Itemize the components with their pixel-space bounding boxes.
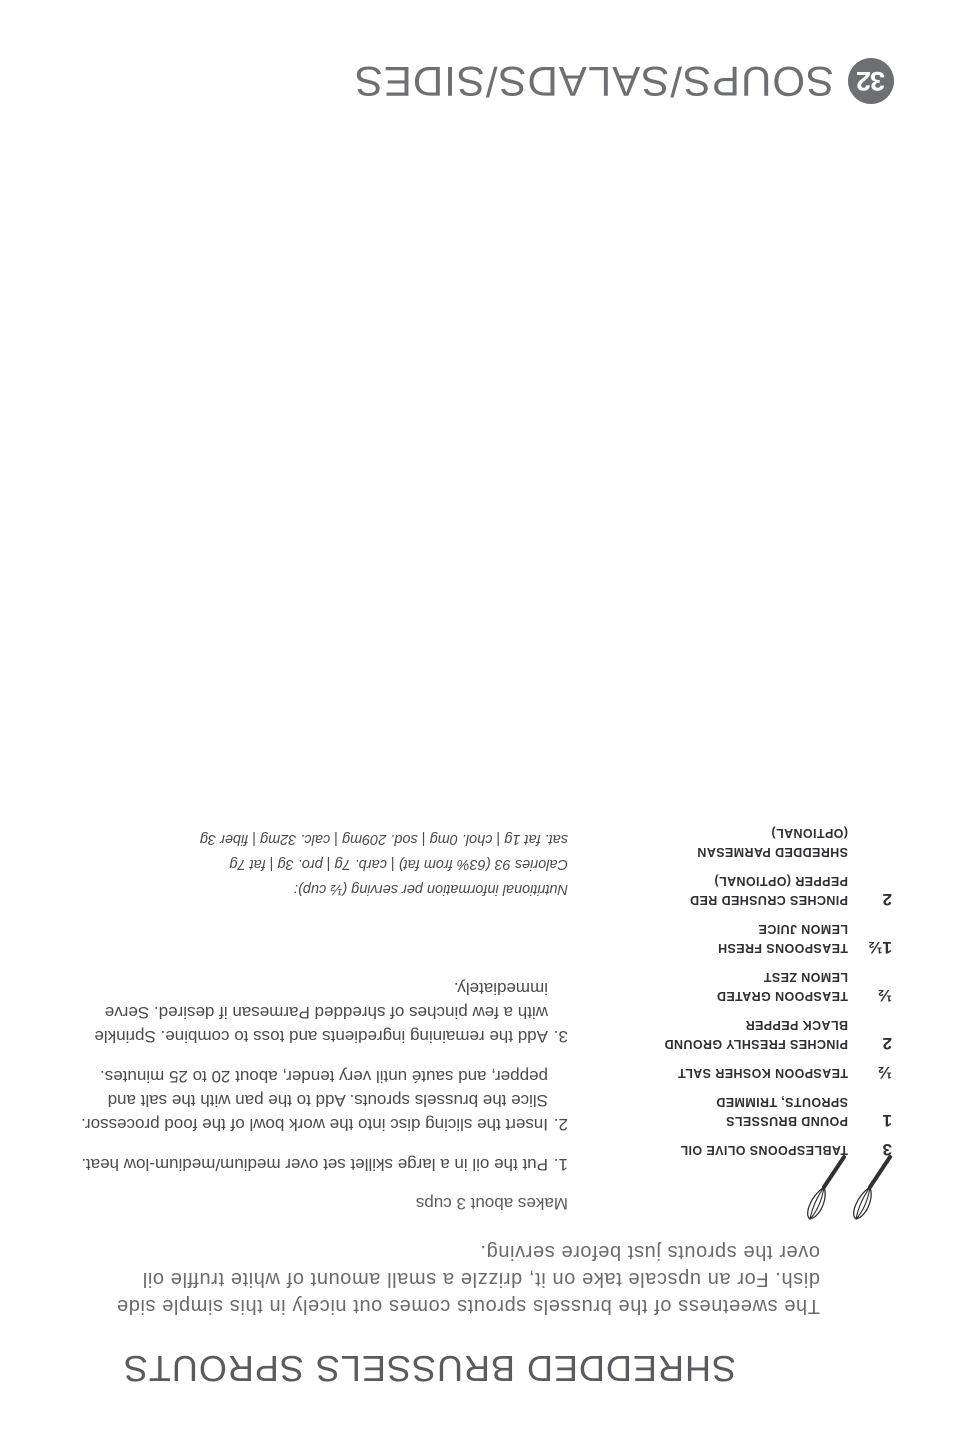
ingredient-desc: TEASPOON KOSHER SALT <box>677 1066 848 1080</box>
ingredient-item <box>620 871 892 909</box>
ingredient-desc: TABLESPOONS OLIVE OIL <box>680 1143 848 1157</box>
nutrition-info <box>108 826 568 901</box>
direction-step <box>78 976 568 1048</box>
ingredient-qty: ½ <box>877 1063 892 1082</box>
page-number-badge: 32 <box>848 58 894 104</box>
ingredient-item <box>620 1092 892 1130</box>
recipe-title: SHREDDED BRUSSELS SPROUTS <box>122 1348 736 1389</box>
step-number: 3. <box>553 1027 568 1046</box>
nutrition-line: Calories 93 (63% from fat) | carb. 7g | pro. 3g | fat 7g <box>229 856 568 872</box>
nutrition-line: sat. fat 1g | chol. 0mg | sod. 209mg | calc. 32mg | fiber 3g <box>199 831 568 847</box>
ingredient-item <box>620 919 892 957</box>
nutrition-heading: Nutritional information per serving (½ cup): <box>293 881 568 897</box>
ingredient-qty: 1 <box>882 1111 892 1130</box>
ingredient-desc: TEASPOON GRATED LEMON ZEST <box>716 970 848 1003</box>
ingredient-qty <box>848 823 892 861</box>
ingredient-item <box>620 967 892 1005</box>
yield-text: Makes about 3 cups <box>415 1194 568 1213</box>
direction-step <box>78 1064 568 1136</box>
ingredient-qty: 2 <box>882 1034 892 1053</box>
ingredient-desc: TEASPOONS FRESH LEMON JUICE <box>717 922 848 955</box>
ingredient-desc: POUND BRUSSELS SPROUTS, TRIMMED <box>715 1095 848 1128</box>
step-number: 1. <box>553 1155 568 1174</box>
step-text: Insert the slicing disc into the work bowl of the food processor. Slice the brussels sprouts. Add to the pan with the salt and pepper, and sauté until very tender, about 20 to 25 minutes. <box>81 1067 548 1134</box>
page-header <box>354 53 894 109</box>
ingredient-qty: 1½ <box>868 938 892 957</box>
ingredient-list <box>620 813 892 1159</box>
step-text: Add the remaining ingredients and toss to combine. Sprinkle with a few pinches of shredded Parmesan if desired. Serve immediately. <box>94 979 548 1046</box>
ingredient-desc: SHREDDED PARMESAN (OPTIONAL) <box>696 826 848 859</box>
ingredient-item <box>620 1063 892 1082</box>
ingredient-desc: PINCHES FRESHLY GROUND BLACK PEPPER <box>664 1018 848 1051</box>
direction-step <box>78 1152 568 1176</box>
ingredient-qty: 3 <box>882 1140 892 1159</box>
ingredient-item <box>620 1015 892 1053</box>
ingredient-desc: PINCHES CRUSHED RED PEPPER (OPTIONAL) <box>689 874 848 907</box>
step-text: Put the oil in a large skillet set over medium/medium-low heat. <box>81 1155 548 1174</box>
whisk-icon <box>796 1153 896 1223</box>
step-number: 2. <box>553 1115 568 1134</box>
ingredient-qty: 2 <box>882 890 892 909</box>
ingredient-item <box>620 823 892 861</box>
recipe-intro: The sweetness of the brussels sprouts comes out nicely in this simple side dish. For an upscale take on it, drizzle a small amount of white truffle oil over the sprouts just before serving. <box>116 1241 820 1317</box>
ingredient-item <box>620 1140 892 1159</box>
direction-list <box>78 960 568 1176</box>
section-title: SOUPS/SALADS/SIDES <box>353 58 834 105</box>
ingredient-qty: ½ <box>877 986 892 1005</box>
